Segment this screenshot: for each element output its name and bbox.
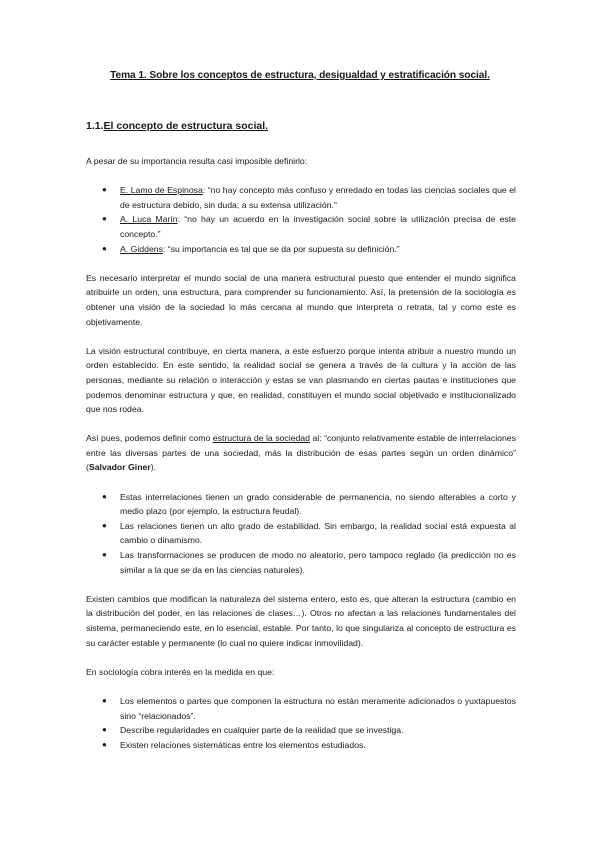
quotes-list (86, 183, 516, 256)
bullet-icon: ● (102, 725, 107, 735)
definition-end: ). (150, 462, 157, 473)
quote-author: A. Giddens (120, 243, 163, 254)
bullet-icon: ● (102, 695, 107, 705)
bullet-icon: ● (102, 491, 107, 501)
list-item-text: Existen relaciones sistemáticas entre los elementos estudiados. (120, 739, 366, 750)
section-title: El concepto de estructura social. (103, 120, 269, 132)
bullet-icon: ● (102, 243, 107, 253)
quote-author: E. Lamo de Espinosa (120, 185, 203, 196)
quote-author: A. Luca Marín (120, 214, 178, 225)
list-item-text: Las relaciones tienen un alto grado de estabilidad. Sin embargo, la realidad social está expuesta al cambio o dinamismo. (120, 520, 516, 546)
list-item (102, 490, 516, 519)
definition-paragraph (86, 431, 516, 475)
section-number: 1.1. (86, 120, 104, 132)
bullet-icon: ● (102, 185, 107, 195)
definition-term: estructura de la sociedad (212, 433, 310, 444)
list-item-text: Las transformaciones se producen de modo no aleatorio, pero tampoco reglado (la predicción no es similar a la que se da en las ciencias naturales). (120, 550, 516, 575)
list-item-text: Los elementos o partes que componen la estructura no están meramente adicionados o yuxtapuestos sino “relacionados”. (120, 695, 516, 721)
definition-quote: al: “conjunto relativamente estable de interrelaciones entre las diversas partes de una sociedad, más la distribución de esas partes según un orden dinámico” ( (86, 433, 516, 473)
paragraph: Existen cambios que modifican la naturaleza del sistema entero, esto es, que alteran la estructura (cambio en la distribución del poder, en las relaciones de clases…). Otros no afectan a las relaciones fundamentales del sistema, permaneciendo este, en lo esencial, estable. Por tanto, lo que singulariza al concepto de estructura es su carácter estable y permanente (lo cual no quiere indicar inmovilidad). (86, 593, 516, 648)
bullet-icon: ● (102, 214, 107, 224)
interest-intro: En sociología cobra interés en la medida en que: (86, 666, 275, 677)
list-item (102, 738, 516, 753)
list-item (102, 548, 516, 577)
quote-text: : “no hay concepto más confuso y enredado en todas las ciencias sociales que el de estructura debido, sin duda, a su extensa utilización.” (120, 185, 516, 210)
bullet-icon: ● (102, 520, 107, 530)
list-item (102, 183, 516, 212)
document-body (86, 154, 516, 767)
list-item (102, 212, 516, 241)
list-item-text: Estas interrelaciones tienen un grado considerable de permanencia, no siendo alterables a corto y medio plazo (por ejemplo, la estructura feudal). (120, 491, 516, 517)
definition-lead: Así pues, podemos definir como (86, 433, 213, 444)
paragraph: La visión estructural contribuye, en cierta manera, a este esfuerzo porque intenta atribuir a nuestro mundo un orden establecido. En este sentido, la realidad social se genera a través de la cultura y la acción de las personas, mediante su relación o interacción y estas se van plasmando en ciertas pautas e instituciones que podemos denominar estructura y que, en realidad, constituyen el mundo social objetivado e institucionalizado que nos rodea. (86, 345, 516, 415)
definition-author: Salvador Giner (88, 462, 151, 473)
list-item (102, 694, 516, 723)
document-title: Tema 1. Sobre los conceptos de estructura, desigualdad y estratificación social. (110, 70, 490, 81)
list-item (102, 519, 516, 548)
features-list (86, 490, 516, 578)
quote-text: : “su importancia es tal que se da por supuesta su definición.” (162, 243, 400, 254)
list-item (102, 242, 516, 257)
bullet-icon: ● (102, 550, 107, 560)
list-item (102, 723, 516, 738)
interest-list (86, 694, 516, 752)
intro-paragraph: A pesar de su importancia resulta casi imposible definirlo: (86, 156, 308, 166)
section-heading (86, 120, 268, 132)
list-item-text: Describe regularidades en cualquier parte de la realidad que se investiga. (120, 725, 404, 736)
bullet-icon: ● (102, 739, 107, 749)
quote-text: : “no hay un acuerdo en la investigación social sobre la utilización precisa de este concepto.” (120, 214, 516, 239)
paragraph: Es necesario interpretar el mundo social de una manera estructural puesto que entender el mundo significa atribuirle un orden, una estructura, para comprender su funcionamiento. Así, la pretensión de la sociología es obtener una visión de la sociedad lo más cercana al mundo que interpreta o retrata, tal y como este es objetivamente. (86, 272, 516, 327)
